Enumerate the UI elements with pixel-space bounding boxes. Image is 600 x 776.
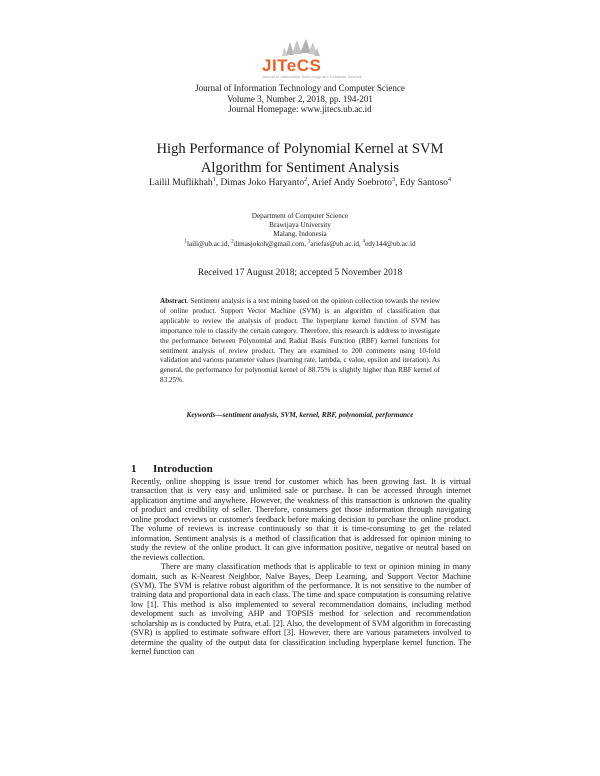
section-title: Introduction: [153, 463, 213, 475]
affiliation-univ: Brawijaya University: [269, 221, 331, 230]
email-sup: 2: [231, 239, 234, 245]
affiliation-city: Malang, Indonesia: [273, 230, 327, 239]
received-date: Received 17 August 2018; accepted 5 November 2018: [197, 268, 403, 278]
author-sup: 2: [304, 176, 308, 183]
email-link[interactable]: laili@ub.ac.id,: [186, 239, 232, 248]
author-name: Dimas Joko Haryanto: [220, 177, 305, 188]
affiliation-dept: Department of Computer Science: [251, 212, 349, 220]
journal-name: Journal of Information Technology and Computer Science: [195, 83, 405, 93]
affiliation-emails: [0, 240, 600, 249]
section-number: 1: [131, 463, 137, 475]
logo-tagline: Journal of Information Technology and Computer Science: [262, 75, 362, 79]
journal-homepage: Journal Homepage: www.jitecs.ub.ac.id: [228, 104, 372, 114]
author-name: Edy Santoso: [399, 177, 448, 188]
author-sup: 1: [212, 176, 216, 183]
author-sup: 4: [447, 176, 451, 183]
email-sup: 3: [307, 239, 311, 245]
abstract-text: . Sentiment analysis is a text mining based on the opinion collection towards the review of online product. Support Vector Machine (SVM) is an algorithm of classification that applicable to review the analysis of product. The hyperplane kernel function of SVM has importance role to classify the certain category. Therefore, this research is address to investigate the performance between Polynomial and Radial Basis Function (RBF) kernel functions for sentiment analysis of review product. They are examined to 200 comments using 10-fold validation and various parameter values (learning rate, lambda, c value, epsilon and iteration). As general, the performance for polynomial kernel of 88.75% is slightly higher than RBF kernel of 83.25%.: [160, 297, 440, 385]
logo-text: JITeCS: [262, 56, 322, 75]
title-line-2: Algorithm for Sentiment Analysis: [200, 160, 400, 176]
email-link[interactable]: dimasjokoh@gmail.com,: [233, 239, 308, 248]
journal-volume: Volume 3, Number 2, 2018, pp. 194-201: [227, 93, 373, 104]
paragraph: Recently, online shopping is issue trend for customer which has been growing fast. It is virtual transaction that is very easy and unlimited sale or purchase. It can be accessed through internet application anytime and anywhere. However, the weakness of this transaction is unknown the quality of product and credibility of seller. Therefore, consumers get those information through navigating online product reviews or customer's feedback before making decision to purchase the online product. The volume of reviews is increase continuously so that it is time-consuming to get the related information. Sentiment analysis is a method of classification that is addressed for opinion mining to study the review of the online product. It can give information positive, negative or neutral based on the reviews collection.: [131, 477, 471, 562]
keywords: Keywords—sentiment analysis, SVM, kernel, RBF, polynomial, performance: [186, 411, 414, 419]
author-list: Lailil Muflikhah$^1$, Dimas Joko Haryanto$^2$, Arief Andy Soebroto$^3$, Edy Santoso$^4$: [149, 176, 451, 188]
title-line-1: High Performance of Polynomial Kernel at SVM: [156, 141, 444, 157]
author-name: Lailil Muflikhah: [149, 177, 213, 188]
author-sup: 3: [391, 176, 395, 183]
email-sup: 1: [184, 239, 187, 245]
section-body: [131, 477, 471, 657]
paragraph: There are many classification methods that is applicable to text or opinion mining in many domain, such as K-Nearest Neighbor, Naïve Bayes, Deep Learning, and Support Vector Machine (SVM). The SVM is relative robust algorithm of the performance. It is not sensitive to the number of training data and proportional data in each class. The time and space computation is consuming relative low [1]. This method is also implemented to several recommendation domains, including method development such as involving AHP and TOPSIS method for selection and recommendation scholarship as is conducted by Putra, et.al. [2]. Also, the development of SVM algorithm in forecasting (SVR) is applied to estimate software effort [3]. However, there are various parameters involved to determine the quality of the output data for classification including hyperplane kernel function. The kernel function can: [131, 562, 471, 657]
section-heading: [131, 463, 213, 475]
author-name: Arief Andy Soebroto: [311, 177, 392, 188]
email-sup: 4: [362, 239, 366, 245]
affiliation: [0, 212, 600, 249]
abstract-label: Abstract: [160, 297, 187, 305]
email-link[interactable]: edy144@ub.ac.id: [365, 239, 416, 248]
abstract: [160, 297, 440, 386]
journal-info: [0, 83, 600, 115]
paper-title: [0, 140, 600, 178]
email-link[interactable]: ariefas@ub.ac.id,: [310, 239, 363, 248]
